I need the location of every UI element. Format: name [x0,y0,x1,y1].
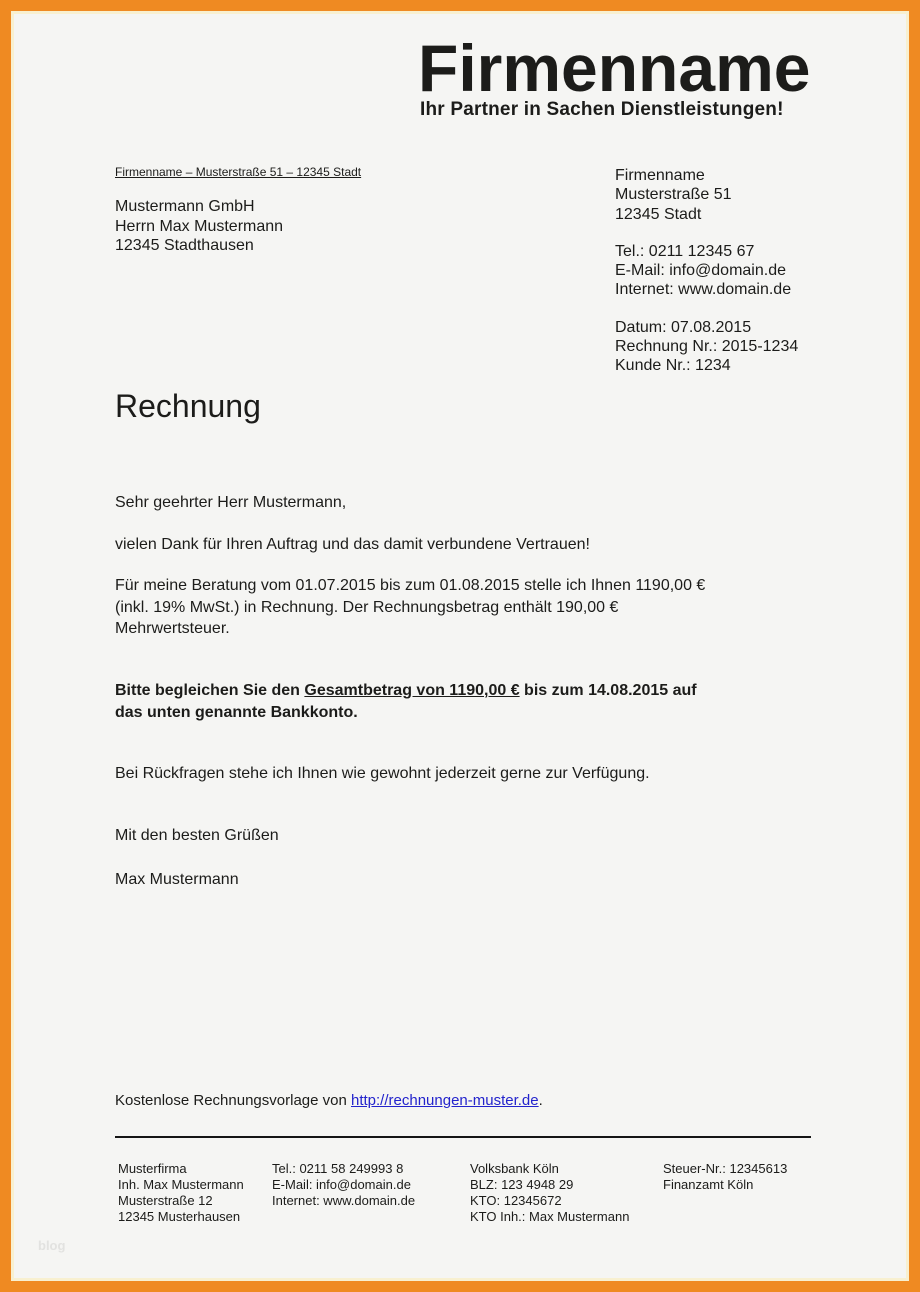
company-contact-group [615,242,798,300]
invoice-number: Rechnung Nr.: 2015-1234 [615,338,799,356]
salutation: Sehr geehrter Herr Mustermann, [115,494,347,511]
template-credit-line [115,1092,543,1109]
invoice-date: Datum: 07.08.2015 [615,318,752,336]
template-credit-link[interactable]: http://rechnungen-muster.de [351,1092,539,1109]
payment-request-paragraph [115,680,815,723]
sender-return-address: Firmenname – Musterstraße 51 – 12345 Stadt [115,165,362,179]
company-address-line: Musterstraße 51 [615,186,732,204]
payment-due-date-text: bis zum 14.08.2015 auf [519,682,697,699]
footer-company-column [118,1161,244,1225]
recipient-line: 12345 Stadthausen [115,237,254,254]
footer-bank-blz: BLZ: 123 4948 29 [470,1177,574,1192]
watermark: blog [38,1238,66,1253]
closing-salutation: Mit den besten Grüßen [115,827,279,844]
footer-tax-column [663,1161,787,1193]
service-details-paragraph [115,575,815,640]
footer-contact-column [272,1161,415,1209]
footer-phone: Tel.: 0211 58 249993 8 [272,1161,404,1176]
footer-website: Internet: www.domain.de [272,1193,416,1208]
customer-number: Kunde Nr.: 1234 [615,357,731,375]
footer-bank-holder: KTO Inh.: Max Mustermann [470,1209,630,1224]
template-credit-period: . [538,1092,543,1109]
thanks-paragraph: vielen Dank für Ihren Auftrag und das damit verbundene Vertrauen! [115,536,590,553]
company-address-group [615,166,798,224]
footer-tax-number: Steuer-Nr.: 12345613 [663,1161,788,1176]
signature-name: Max Mustermann [115,871,239,888]
template-credit-text: Kostenlose Rechnungsvorlage von [115,1092,351,1109]
company-email: E-Mail: info@domain.de [615,262,786,280]
payment-request-line [115,680,815,702]
footer-company-street: Musterstraße 12 [118,1193,213,1208]
footer-bank-account: KTO: 12345672 [470,1193,562,1208]
recipient-address-block [115,197,283,256]
company-tagline: Ihr Partner in Sachen Dienstleistungen! [420,99,784,120]
invoice-meta-group [615,318,798,376]
footer-bank-column [470,1161,629,1225]
footer-company-name: Musterfirma [118,1161,187,1176]
footer-company-owner: Inh. Max Mustermann [118,1177,244,1192]
service-details-line: Mehrwertsteuer. [115,620,230,637]
recipient-line: Mustermann GmbH [115,198,255,215]
company-address-line: Firmenname [615,167,705,184]
company-address-line: 12345 Stadt [615,205,702,223]
questions-paragraph: Bei Rückfragen stehe ich Ihnen wie gewohnt jederzeit gerne zur Verfügung. [115,765,650,782]
footer-bank-name: Volksbank Köln [470,1161,559,1176]
recipient-line: Herrn Max Mustermann [115,217,284,235]
service-details-line: (inkl. 19% MwSt.) in Rechnung. Der Rechnungsbetrag enthält 190,00 € [115,598,619,616]
company-info-block [615,166,798,394]
footer-email: E-Mail: info@domain.de [272,1177,411,1192]
company-name: Firmenname [418,31,811,105]
invoice-title: Rechnung [115,388,261,424]
footer-tax-office: Finanzamt Köln [663,1177,754,1192]
payment-request-line: das unten genannte Bankkonto. [115,703,358,721]
company-phone: Tel.: 0211 12345 67 [615,242,755,260]
payment-request-text: Bitte begleichen Sie den [115,682,305,699]
service-details-line: Für meine Beratung vom 01.07.2015 bis zum 01.08.2015 stelle ich Ihnen 1190,00 € [115,577,706,594]
footer-company-city: 12345 Musterhausen [118,1209,241,1224]
footer-divider [115,1136,811,1138]
total-amount-underlined: Gesamtbetrag von 1190,00 € [304,682,520,699]
company-website: Internet: www.domain.de [615,281,792,299]
